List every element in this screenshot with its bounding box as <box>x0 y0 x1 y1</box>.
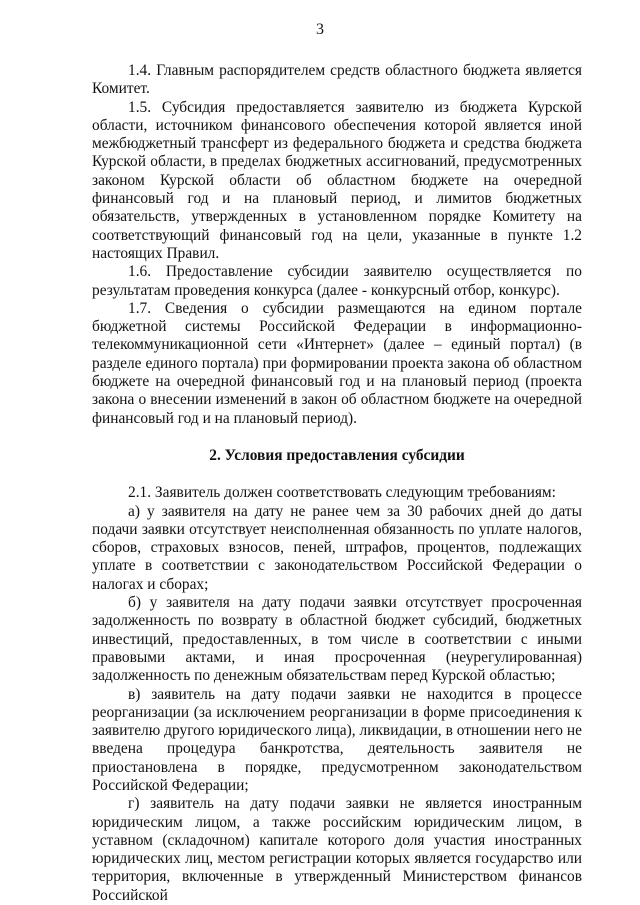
paragraph-1-7: 1.7. Сведения о субсидии размещаются на едином портале бюджетной системы Российской Федерации в информационно-телекоммуникационной сети «Интернет» (далее – единый портал) (в разделе единого портала) при формировании проекта закона об областном бюджете на очередной финансовый год и на плановый период (проекта закона о внесении изменений в закон об областном бюджете на очередной финансовый год и на плановый период). <box>92 299 582 427</box>
paragraph-2-1: 2.1. Заявитель должен соответствовать следующим требованиям: <box>128 484 556 502</box>
document-body <box>92 62 582 905</box>
section-heading: 2. Условия предоставления субсидии <box>209 446 465 464</box>
paragraph-1-6: 1.6. Предоставление субсидии заявителю осуществляется по результатам проведения конкурса (далее - конкурсный отбор, конкурс). <box>92 263 582 299</box>
paragraph-2-1-g: г) заявитель на дату подачи заявки не является иностранным юридическим лицом, а также российским юридическим лицом, в уставном (складочном) капитале которого доля участия иностранных юридических лиц, местом регистрации которых является государство или территория, включенные в утвержденный Министерством финансов Российской <box>92 795 582 904</box>
paragraph-2-1-v: в) заявитель на дату подачи заявки не находится в процессе реорганизации (за исключением реорганизации в форме присоединения к заявителю другого юридического лица), ликвидации, в отношении него не введена процедура банкротства, деятельность заявителя не приостановлена в порядке, предусмотренном законодательством Российской Федерации; <box>92 685 582 794</box>
paragraph-1-4: 1.4. Главным распорядителем средств областного бюджета является Комитет. <box>92 62 582 98</box>
paragraph-2-1-b: б) у заявителя на дату подачи заявки отсутствует просроченная задолженность по возврату в областной бюджет субсидий, бюджетных инвестиций, предоставленных, в том числе в соответствии с иными правовыми актами, и иная просроченная (неурегулированная) задолженность по денежным обязательствам перед Курской областью; <box>92 594 582 685</box>
paragraph-1-5: 1.5. Субсидия предоставляется заявителю из бюджета Курской области, источником финансового обеспечения которой является иной межбюджетный трансферт из федерального бюджета и средства бюджета Курской области, в пределах бюджетных ассигнований, предусмотренных законом Курской области об областном бюджете на очередной финансовый год и на плановый период, и лимитов бюджетных обязательств, утвержденных в установленном порядке Комитету на соответствующий финансовый год на цели, указанные в пункте 1.2 настоящих Правил. <box>92 98 582 262</box>
page-number: 3 <box>316 21 324 38</box>
spacer <box>92 428 582 447</box>
paragraph-2-1-a: а) у заявителя на дату не ранее чем за 30 рабочих дней до даты подачи заявки отсутствует неисполненная обязанность по уплате налогов, сборов, страховых взносов, пеней, штрафов, процентов, подлежащих уплате в соответствии с законодательством Российской Федерации о налогах и сборах; <box>92 502 582 593</box>
spacer <box>92 465 582 484</box>
